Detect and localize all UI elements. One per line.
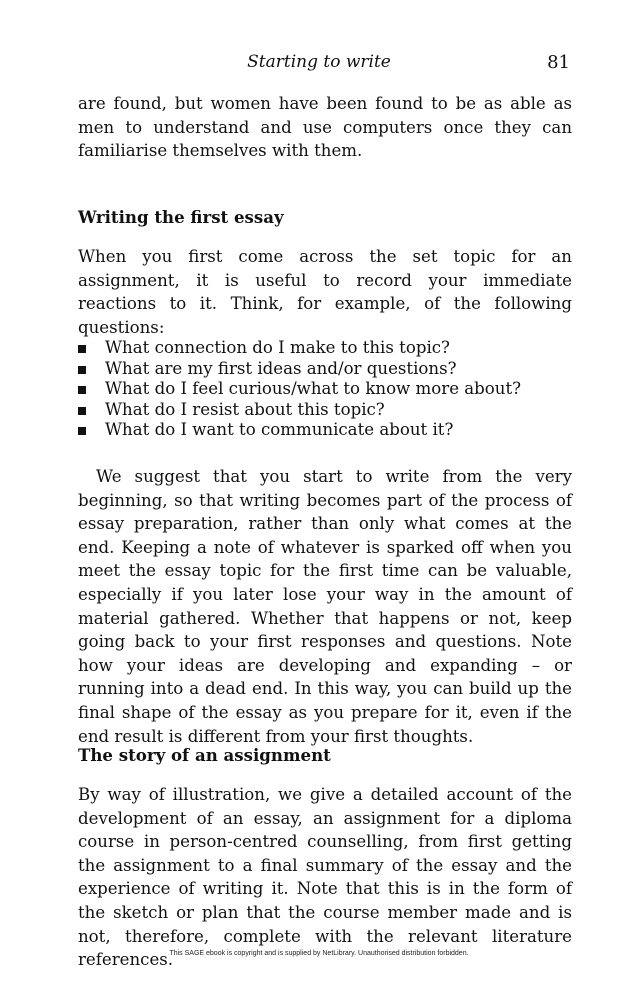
- running-title: Starting to write: [247, 52, 391, 72]
- page-number: 81: [547, 52, 570, 73]
- question-text: What do I feel curious/what to know more about?: [105, 379, 522, 399]
- question-text: What connection do I make to this topic?: [105, 338, 450, 357]
- running-header: [0, 52, 638, 76]
- list-item: [78, 338, 572, 359]
- list-item: [78, 359, 572, 380]
- list-item: [78, 400, 572, 421]
- section-heading-first-essay: Writing the first essay: [78, 207, 284, 227]
- square-bullet-icon: [78, 366, 86, 374]
- section1-intro-paragraph: When you first come across the set topic for an assignment, it is useful to record your immediate reactions to it. Think, for example, of the following questions:: [78, 247, 572, 337]
- section2-body-paragraph: By way of illustration, we give a detailed account of the development of an essay, an assignment for a diploma course in person-centred counselling, from first getting the assignment to a final summary of the essay and the experience of writing it. Note that this is in the form of the sketch or plan that the course member made and is not, therefore, complete with the relevant literature references.: [78, 785, 572, 970]
- question-text: What do I resist about this topic?: [105, 399, 385, 419]
- list-item: [78, 379, 572, 400]
- list-item: [78, 420, 572, 441]
- square-bullet-icon: [78, 386, 86, 394]
- continued-paragraph: are found, but women have been found to be as able as men to understand and use computers once they can familiarise themselves with them.: [78, 94, 572, 161]
- question-list: [78, 338, 572, 441]
- square-bullet-icon: [78, 427, 86, 435]
- question-text: What do I want to communicate about it?: [105, 420, 454, 440]
- copyright-footer: This SAGE ebook is copyright and is supplied by NetLibrary. Unauthorised distribution forbidden.: [169, 950, 469, 957]
- square-bullet-icon: [78, 407, 86, 415]
- square-bullet-icon: [78, 345, 86, 353]
- section-heading-story: The story of an assignment: [78, 745, 331, 765]
- question-text: What are my first ideas and/or questions?: [105, 358, 457, 378]
- section1-body-paragraph: We suggest that you start to write from the very beginning, so that writing becomes part of the process of essay preparation, rather than only what comes at the end. Keeping a note of whatever is sparked off when you meet the essay topic for the first time can be valuable, especially if you later lose your way in the amount of material gathered. Whether that happens or not, keep going back to your first responses and questions. Note how your ideas are developing and expanding – or running into a dead end. In this way, you can build up the final shape of the essay as you prepare for it, even if the end result is different from your first thoughts.: [78, 467, 572, 746]
